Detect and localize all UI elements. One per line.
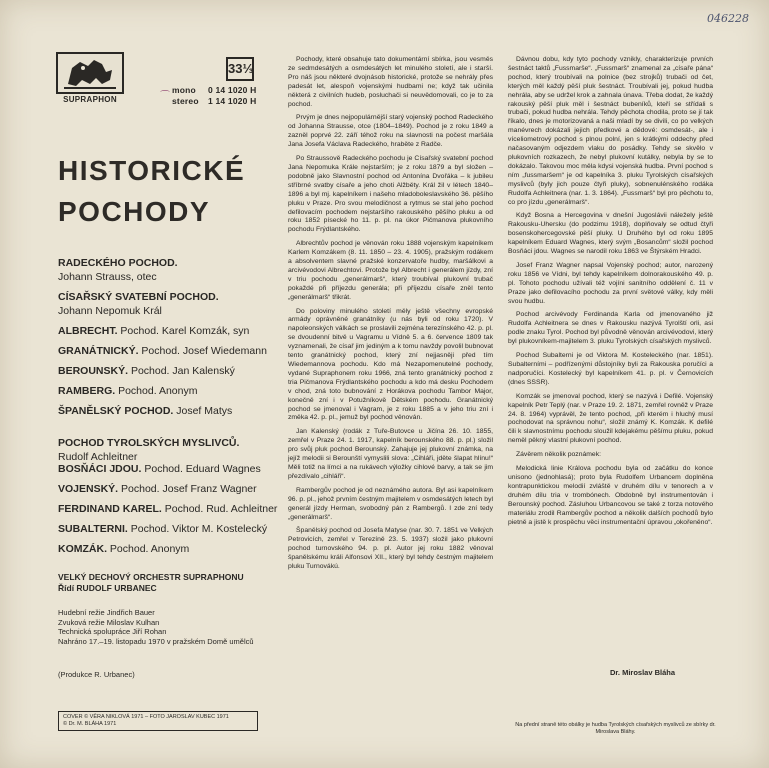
track-13 xyxy=(58,542,288,562)
track-13-composer: Pochod. Anonym xyxy=(109,543,190,555)
track-9-name: BOSŇÁCI JDOU. xyxy=(58,463,142,475)
track-2-composer: Johann Nepomuk Král xyxy=(58,305,162,317)
track-1-composer: Johann Strauss, otec xyxy=(58,271,157,283)
track-6-composer: Pochod. Anonym xyxy=(118,385,198,397)
conductor: Řídí RUDOLF URBANEC xyxy=(58,583,157,593)
track-2-name: CÍSAŘSKÝ SVATEBNÍ POCHOD. xyxy=(58,291,219,303)
stereo-label: stereo xyxy=(172,96,199,106)
track-list xyxy=(58,256,288,562)
copyright-line: © Dr. M. BLÁHA 1971 xyxy=(63,721,117,727)
title-line-2: POCHODY xyxy=(58,196,211,227)
credit-line: Zvuková režie Miloslav Kulhan xyxy=(58,617,160,627)
author-signature: Dr. Miroslav Bláha xyxy=(610,668,676,677)
track-8-composer: Rudolf Achleitner xyxy=(58,451,138,463)
credit-line: Technická spolupráce Jiří Rohan xyxy=(58,627,167,636)
album-title xyxy=(58,150,245,232)
orchestra-name: VELKÝ DECHOVÝ ORCHESTR SUPRAPHONU xyxy=(58,572,244,582)
paragraph: Rambergův pochod je od neznámého autora. Byl asi kapelníkem 96. p. pl., jehož prvním čestným majitelem v osmdesátých letech byl generál jízdy Herman, svobodný pán z Rambergů. I zde zní tedy „generálmarš“. xyxy=(288,486,493,521)
track-12 xyxy=(58,522,288,542)
track-3 xyxy=(58,324,288,344)
track-11-name: FERDINAND KAREL. xyxy=(58,503,162,515)
track-9 xyxy=(58,462,288,482)
track-10-composer: Pochod. Josef Franz Wagner xyxy=(121,483,257,495)
liner-notes-column-2 xyxy=(508,56,713,532)
track-3-composer: Pochod. Karel Komzák, syn xyxy=(120,325,250,337)
stereo-number: 1 14 1020 H xyxy=(208,96,257,106)
production-credits xyxy=(58,608,254,646)
track-6 xyxy=(58,384,288,404)
catalog-numbers xyxy=(172,85,257,107)
mono-label: mono xyxy=(172,85,196,95)
paragraph: Josef Franz Wagner napsal Vojenský pochod; autor, narozený roku 1856 ve Vídni, byl tehdy kapelníkem dolnorakouského 49. p. pl. Tohoto pochodu užívali též vojíni sanitního oddělení č. 11 v Praze jako defilovacího pochodu za první světové války, kdy měli svou hudbu. xyxy=(508,261,713,305)
liner-notes-column-1 xyxy=(288,56,493,577)
track-2 xyxy=(58,290,288,317)
copyright-box xyxy=(58,711,258,731)
paragraph: Pochod Subalterni je od Viktora M. Kosteleckého (nar. 1851). Subalterními – podřízenými důstojníky byli za Rakouska poručíci a nadporučíci. Kostelecký byl kapelníkem 41. p. pl. v Černovicích (dnes SSSR). xyxy=(508,352,713,386)
paragraph: Pochody, které obsahuje tato dokumentární sbírka, jsou vesměs ze sedmdesátých a osmdesátých let minulého století, ale i starší. Pro náš jsou některé dvojnásob historické, protože se nehrály přes padesát let, alespoň vojenskými hudbami ne; když tak učinila některá z civilních hudeb, posluchači si neuvědomovali, co je to za pochod. xyxy=(288,56,493,108)
track-8-name: POCHOD TYROLSKÝCH MYSLIVCŮ. xyxy=(58,437,240,449)
track-3-name: ALBRECHT. xyxy=(58,325,118,337)
rpm-badge: 33⅓ xyxy=(226,57,254,81)
title-line-1: HISTORICKÉ xyxy=(58,155,246,186)
track-5-name: BEROUNSKÝ. xyxy=(58,365,129,377)
track-8 xyxy=(58,436,288,463)
paragraph: Dávnou dobu, kdy tyto pochody vznikly, charakterizuje prvních šestnáct taktů „Fussmarše“. „Fussmarš“ znamenal za „císaře pána“ pochod, který troubívali na polnice (bez strojků) trubači od čet, kterých měl každý pěší pluk šestnáct. Troubívali jej, pokud hudba nehrála, aby se udržel krok a zahnala únava. Třeba dodat, že každý rakouský pěší pluk měl i šestnáct bubeníků, kteří se střídali s trubači, pokud hudba nehrála. Tehdy pěchota chodila, proto se jí tak říkalo, dnes je motorizovaná a naši mladí by se divili, co po velkých manévrech dokázali jejich předkové a dědové: osmdesát-, ale i víceliometrový pochod s plnou polní, jen s krátkými oddechy před načasovaným odjezdem vlaku do posádky. Tehdy se skvělo v plukovních rozkazech, že nebyl plukovní kutálky, nebyla by se to dokázalo. Takovou moc měla kdysi vojenská hudba. První pochod s ním „fussmaršem“ je od kapelníka 3. pluku Tyrolských císařských myslivců (byly jich pouze čtyři pluky), sobnenulénského rodáka Rudolfa Achleitnera (nar. 1. 3. 1864). „Fussmarš“ byl pro pěchotu to, co pro jízdu „generálmarš“. xyxy=(508,56,713,206)
track-12-composer: Pochod. Viktor M. Kostelecký xyxy=(130,523,268,535)
supraphon-logo xyxy=(56,52,124,94)
track-4 xyxy=(58,344,288,364)
handwritten-number: 046228 xyxy=(707,12,749,25)
footnote: Na přední straně této obálky je hudba Tyrolských císařských myslivců ze sbírky dr. Miroslava Bláhy. xyxy=(515,722,716,735)
track-7-name: ŠPANĚLSKÝ POCHOD. xyxy=(58,405,174,417)
track-11-composer: Pochod. Rud. Achleitner xyxy=(164,503,278,515)
track-10 xyxy=(58,482,288,502)
brand-name: SUPRAPHON xyxy=(63,95,117,104)
paragraph: Komzák se jmenoval pochod, který se nazývá i Defilé. Vojenský kapelník Petr Teplý (nar. v Praze 19. 2. 1871, zemřel rovněž v Praze 24. 8. 1964) vyprávěl, že tento pochod, „při kterém i hluchý musí pochodovat na správnou nohu“, složil známý K. Komzák. K defilé čili k slavnostnímu pochodu sloužil kdejakému pěšímu pluku, pokud neměl pěkný vlastní plukovní pochod. xyxy=(508,392,714,445)
paragraph: Jan Kalenský (rodák z Tuře-Butovce u Jičína 26. 10. 1855, zemřel v Praze 24. 1. 1917, kapelník berounského 88. p. pl.) složil pro svůj pluk pochod Berounský. Zahajuje jej plukovní známka, na jejíž melodii si Berounští vymyslili slova: „Cihláři, jděte šlapat hlínu!“ Měli totiž na límci a na rukávech výložky cihlové barvy, a tak se jim přezdívalo „cihláři“. xyxy=(288,428,493,480)
paragraph: Když Bosna a Hercegovina v dnešní Jugoslávii náležely ještě Rakousku-Uhersku (do podzimu 1918), doplňovaly se odtud čtyři bosenskohercegovské pěší pluky. U Druhého byl od roku 1895 kapelníkem Eduard Wagnes, který svým „Bosancům“ složil pochod Bosňáci jdou. Wagnes se narodil roku 1863 ve Štýrském Hradci. xyxy=(508,212,713,256)
track-1-name: RADECKÉHO POCHOD. xyxy=(58,257,178,269)
lion-emblem-icon xyxy=(58,54,122,92)
pen-mark: ⌒ xyxy=(160,91,170,102)
paragraph: Prvým je dnes nejpopulárnější starý vojenský pochod Radeckého od Johanna Strausse, otce (1804–1849). Pochod je z roku 1849 a zazněl poprvé 22. září téhož roku na slavnosti na počest maršála Jana Josefa Václava Radeckého, hraběte z Radče. xyxy=(288,114,493,149)
track-1 xyxy=(58,256,288,283)
side-b-tracks xyxy=(58,436,288,562)
credit-line: Nahráno 17.–19. listopadu 1970 v pražském Domě umělců xyxy=(58,636,254,646)
mono-number: 0 14 1020 H xyxy=(208,85,257,95)
paragraph: Melodická linie Králova pochodu byla od začátku do konce unisono (jednohlasá); proto byla Rudolfem Urbancem doplněna kontrapunktickou melodií zvláště v druhém dílu v tenorech a v druhém dílu tria v trombónech. Obdobně byl instrumentován i Berounský pochod. Zásluhou Urbancovou se také z torza notového materiálu zrodil Rambergův pochod a několik dalších pochodů bylo pietně a jistě k prospěchu věci instrumentační úpravou „okořeněno“. xyxy=(508,465,713,526)
track-4-composer: Pochod. Josef Wiedemann xyxy=(141,345,267,357)
track-9-composer: Pochod. Eduard Wagnes xyxy=(144,463,261,475)
paragraph: Do poloviny minulého století měly ještě všechny evropské armády oprávněné granátníky (u nás byli od roku 1720). V napoleonských válkách se proslavili zejména terezínského 42. p. pl. se dvoudenní bitvě u Vagramu u Vídně 5. a 6. července 1809 tak vyznamenali, že císař jim jediným a k tomu navždy povolil bubnovat tento granátnický pochod, který zní nejjasněji před tím Wiedemannova pochodu. Kdo má Nezapomenutelné pochody, vydané Supraphonem roku 1966, zná tento granátnický pochod z tria Pičmanova Frýdlantského pochodu a kdo má desku Pochodem v chod, zná toto bubnování z Horákova pochodu Tambor Major, konečně zní i v Potužníkově Dětském pochodu. Granátnický pochod se jmenoval i Vagram, je z roku 1885 a v jeho triu zní i změka 42. p. pl., jemuž byl pochod věnován. xyxy=(288,307,493,422)
paragraph: Pochod arcivévody Ferdinanda Karla od jmenovaného již Rudolfa Achleitnera se dnes v Rakousku nazývá Tyrolští orli, asi podle znaku Tyrol. Pochod byl původně věnován arcivévodovi, který byl plukovníkem-majitelem 3. pluku Tyrolských císařských myslivců. xyxy=(508,311,713,346)
producer-credit: (Produkce R. Urbanec) xyxy=(58,670,135,679)
paragraph: Španělský pochod od Josefa Matyse (nar. 30. 7. 1851 ve Velkých Petrovicích, zemřel v Terezíně 23. 5. 1937) složil jako plukovní pochod turnovského 94. p. pl. Autor jej roku 1882 věnoval španělskému králi Alfonsovi XII., který byl tehdy čestným majitelem pluku Turnovákú. xyxy=(288,527,493,571)
paragraph: Albrechtův pochod je věnován roku 1888 vojenským kapelníkem Karlem Komzákem (8. 11. 1850 – 23. 4. 1905), pražským rodákem a absolventem slavné pražské konzervatoře hudby, maršálkovi a arcivévodovi Albrechtovi. Protože byl Albrecht i generálem jízdy, zní v triu pochodu „generálmarš“, který troubíval plukovní trubač pokaždé při příjezdu generála; při příjezdu císaře zněl tento „generálmarš“ třikrát. xyxy=(288,240,493,301)
track-7 xyxy=(58,404,288,424)
track-13-name: KOMZÁK. xyxy=(58,543,107,555)
orchestra-credit xyxy=(58,572,244,594)
track-12-name: SUBALTERNI. xyxy=(58,523,128,535)
credit-line: Hudební režie Jindřich Bauer xyxy=(58,608,155,617)
track-11 xyxy=(58,502,288,522)
track-6-name: RAMBERG. xyxy=(58,385,116,397)
track-7-composer: Josef Matys xyxy=(176,405,233,417)
paragraph: Po Straussově Radeckého pochodu je Císařský svatební pochod Jana Nepomuka Krále nejstarším; je z roku 1879 a byl složen – podobně jako Slavnostní pochod od Antonína Dvořáka – k jubileu stříbrné svatby císaře a jeho choti Alžběty. Král žil v létech 1840–1896 a byl mj. kapelníkem i našeho mladoboleslavského 36. pěšího pluku v Praze. Pro svou melodičnost a rytmus se stal jeho pochod defilovacím pochodem nejstaršího rakouského pěšího pluku a od roku 1852 písecké ho 11. p. pl. na úkor Pičmanova plukovního pochodu Frýdlantského. xyxy=(288,155,493,234)
paragraph: Závěrem několik poznámek: xyxy=(516,451,601,459)
track-10-name: VOJENSKÝ. xyxy=(58,483,119,495)
track-4-name: GRANÁTNICKÝ. xyxy=(58,345,139,357)
copyright-line: COVER © VĚRA NIKLOVÁ 1971 – FOTO JAROSLAV KUBEC 1971 xyxy=(63,714,229,720)
track-5-composer: Pochod. Jan Kalenský xyxy=(130,365,235,377)
track-5 xyxy=(58,364,288,384)
